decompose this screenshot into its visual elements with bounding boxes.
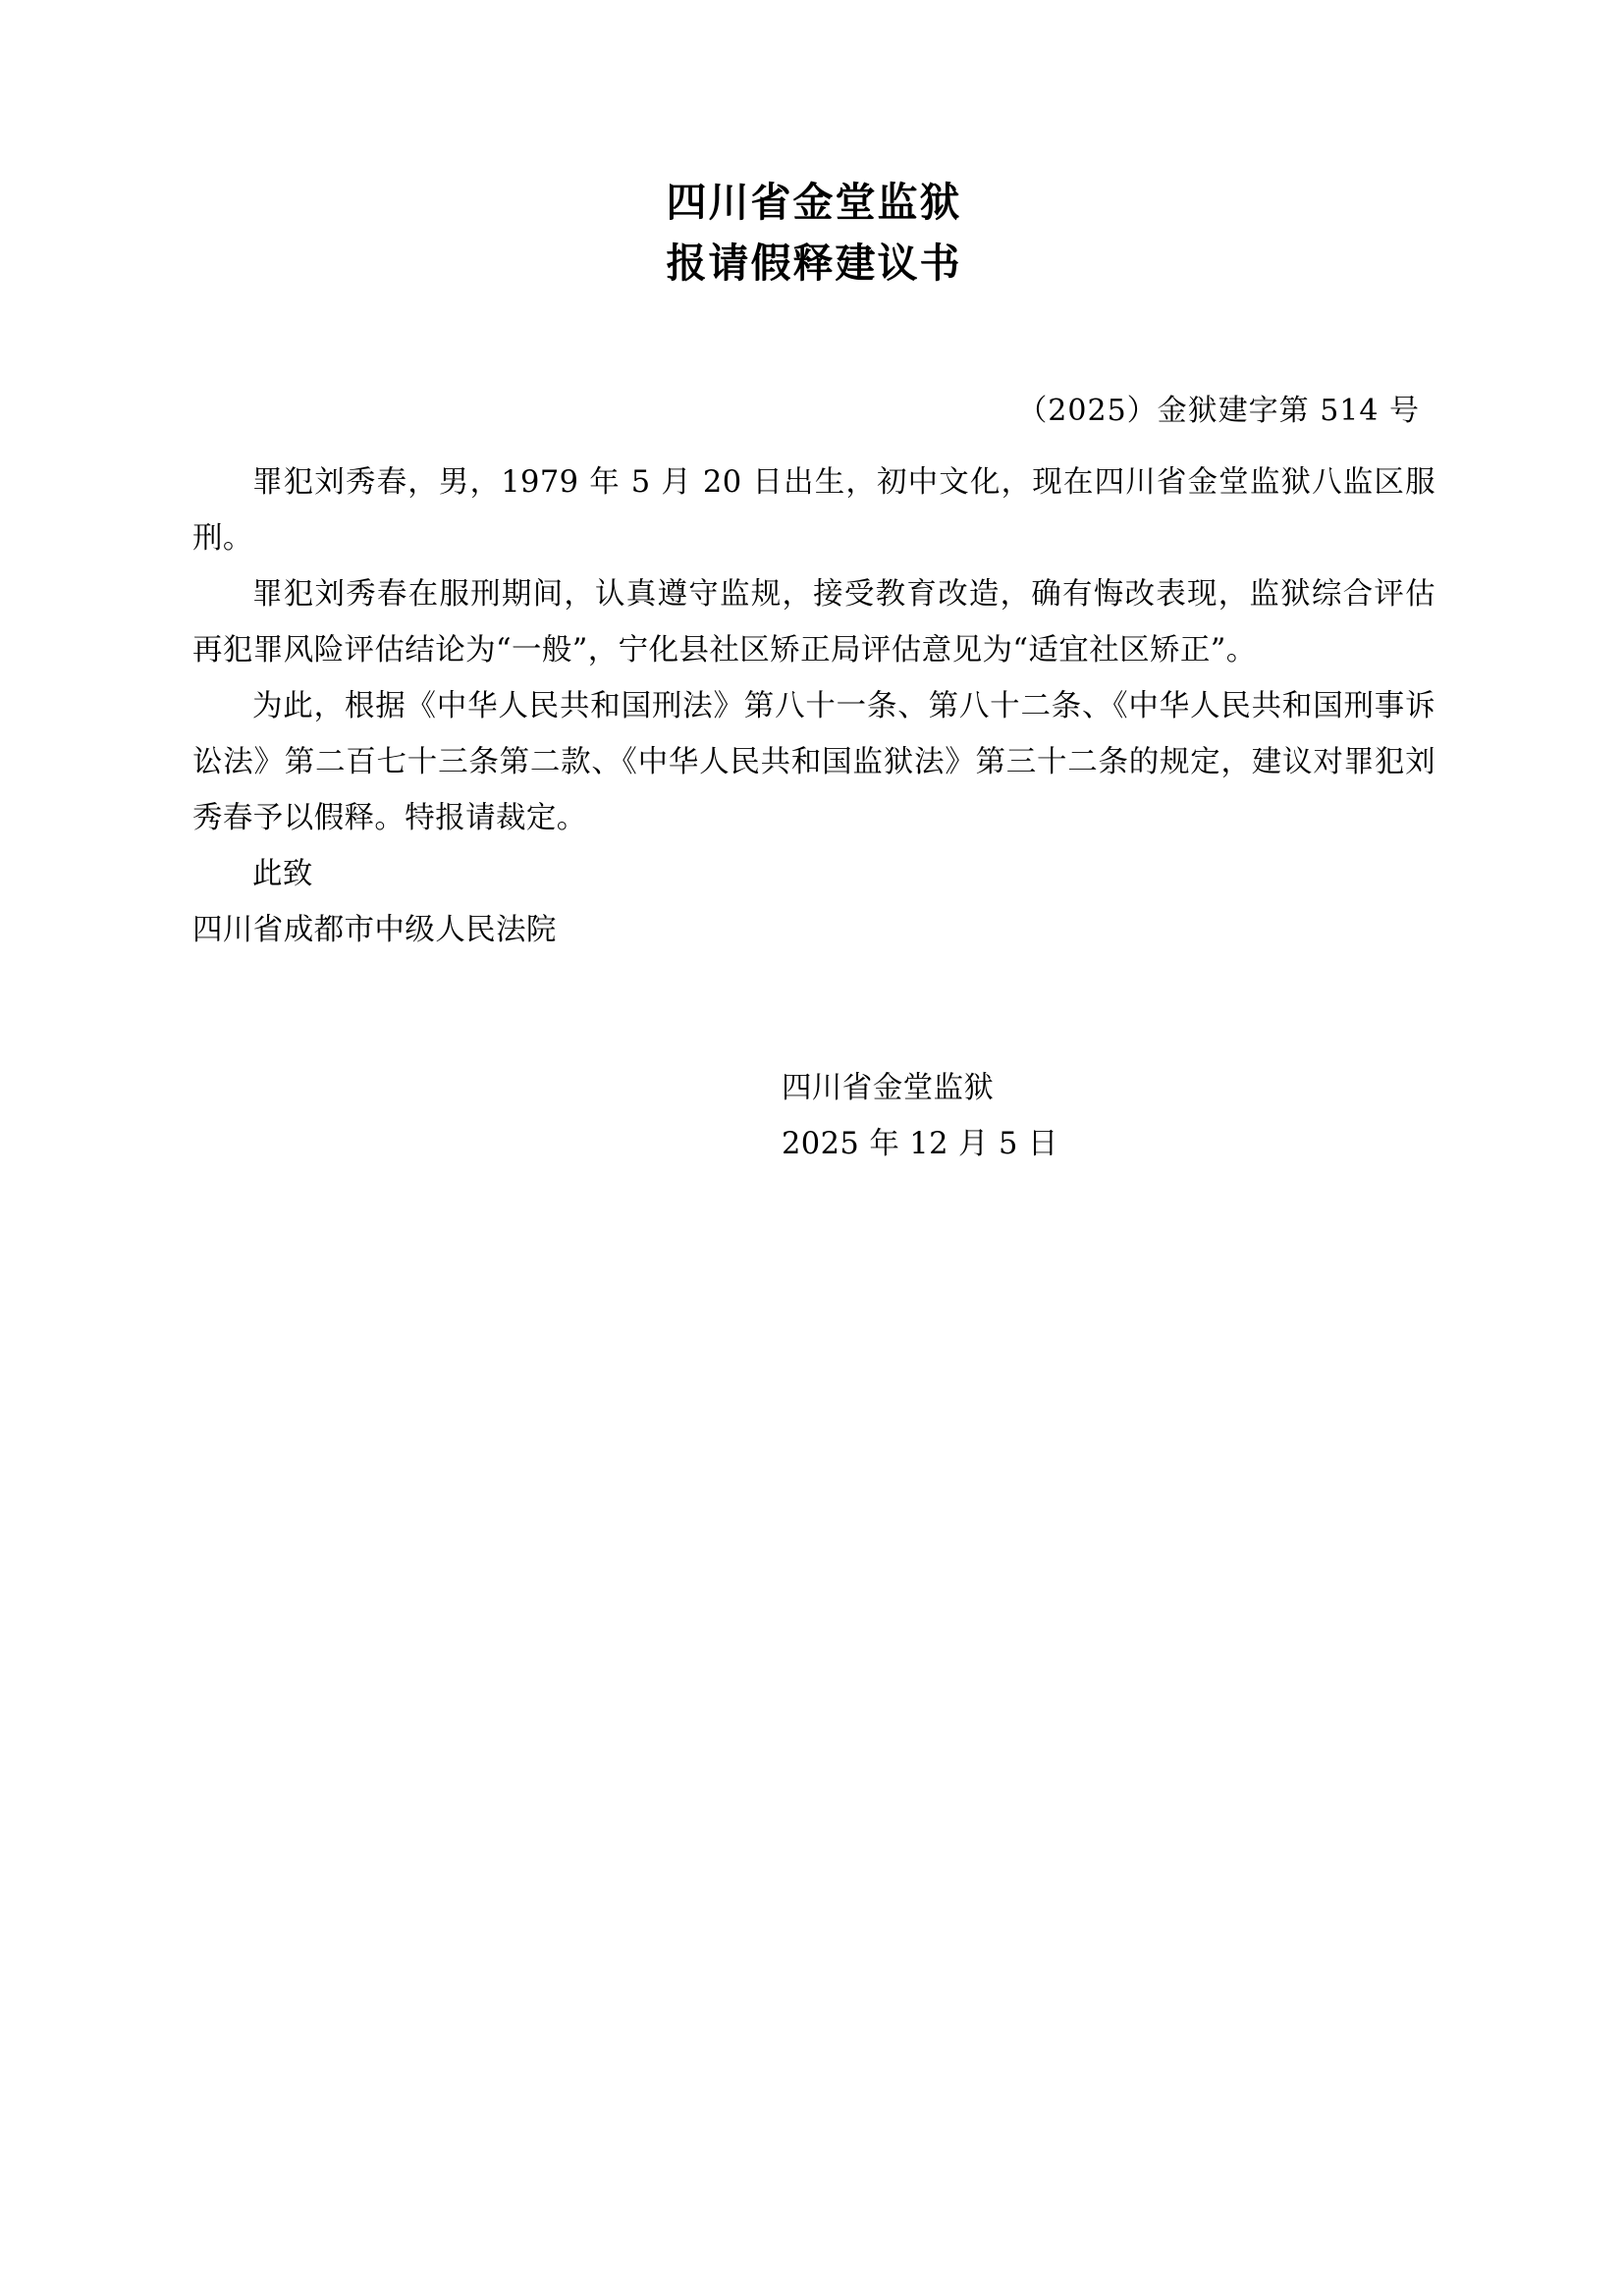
paragraph-offender-info: 罪犯刘秀春，男，1979 年 5 月 20 日出生，初中文化，现在四川省金堂监狱八监区服刑。 bbox=[192, 464, 1435, 556]
page-title bbox=[192, 172, 1435, 294]
title-line-1: 四川省金堂监狱 bbox=[666, 179, 962, 226]
title-line-2: 报请假释建议书 bbox=[666, 240, 962, 288]
signature-block bbox=[192, 1060, 1435, 1172]
paragraph-conduct-assessment: 罪犯刘秀春在服刑期间，认真遵守监规，接受教育改造，确有悔改表现，监狱综合评估再犯罪风险评估结论为“一般”，宁化县社区矫正局评估意见为“适宜社区矫正”。 bbox=[192, 576, 1435, 667]
signature-date: 2025 年 12 月 5 日 bbox=[782, 1126, 1058, 1161]
document-number: （2025）金狱建字第 514 号 bbox=[1017, 393, 1420, 428]
document-content bbox=[192, 454, 1435, 958]
paragraph-closing-salutation: 此致 bbox=[252, 856, 313, 891]
document-body bbox=[192, 172, 1435, 1172]
addressee: 四川省成都市中级人民法院 bbox=[192, 912, 557, 947]
paragraph-legal-basis: 为此，根据《中华人民共和国刑法》第八十一条、第八十二条、《中华人民共和国刑事诉讼法》第二百七十三条第二款、《中华人民共和国监狱法》第三十二条的规定，建议对罪犯刘秀春予以假释。特报请裁定。 bbox=[192, 688, 1435, 835]
signature-issuer: 四川省金堂监狱 bbox=[782, 1070, 995, 1105]
